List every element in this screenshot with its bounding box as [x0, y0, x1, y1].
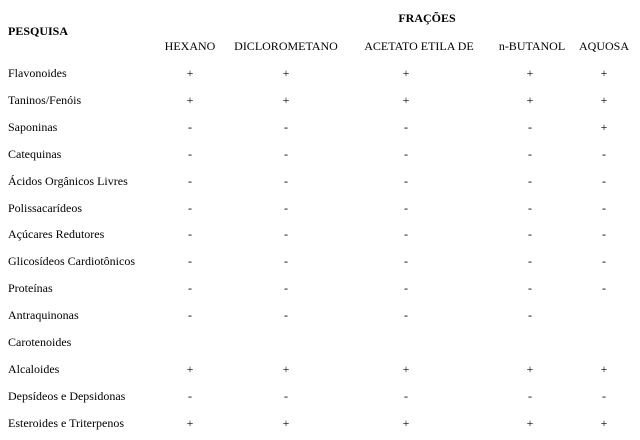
table-cell: - [528, 254, 532, 268]
row-label: Proteínas [8, 281, 53, 295]
table-cell: - [404, 389, 408, 403]
row-label: Catequinas [8, 147, 62, 161]
table-cell: - [284, 174, 288, 188]
table-cell: + [600, 120, 608, 134]
table-cell: - [602, 281, 606, 295]
pesquisa-header: PESQUISA [8, 24, 69, 38]
table-cell: - [188, 201, 192, 215]
column-header-diclorometano: DICLOROMETANO [234, 39, 338, 53]
row-label: Alcaloides [8, 362, 60, 376]
table-cell: - [188, 281, 192, 295]
table-cell: - [404, 147, 408, 161]
table-cell: - [404, 281, 408, 295]
table-cell: + [282, 362, 290, 376]
table-cell: + [186, 93, 194, 107]
table-cell: - [602, 254, 606, 268]
row-label: Antraquinonas [8, 308, 79, 322]
column-header-hexano: HEXANO [164, 39, 216, 53]
table-cell: - [404, 308, 408, 322]
table-cell: + [402, 362, 410, 376]
row-label: Saponinas [8, 120, 58, 134]
table-cell: + [186, 416, 194, 430]
table-cell: - [284, 389, 288, 403]
column-header-n-butanol: n-BUTANOL [498, 39, 566, 53]
table-cell: - [404, 201, 408, 215]
table-cell: - [528, 389, 532, 403]
table-cell: + [526, 416, 534, 430]
table-cell: - [528, 281, 532, 295]
table-cell: - [284, 120, 288, 134]
table-cell: + [282, 66, 290, 80]
table-cell: - [528, 174, 532, 188]
table-cell: + [402, 416, 410, 430]
table-cell: + [402, 66, 410, 80]
table-cell: - [528, 120, 532, 134]
table-cell: - [284, 201, 288, 215]
table-cell: - [528, 227, 532, 241]
row-label: Açúcares Redutores [8, 227, 105, 241]
fracoes-header: FRAÇÕES [398, 11, 456, 25]
table-cell: - [284, 147, 288, 161]
table-cell: - [284, 308, 288, 322]
row-label: Ácidos Orgânicos Livres [8, 174, 128, 188]
table-cell: + [526, 362, 534, 376]
row-label: Depsídeos e Depsidonas [8, 389, 126, 403]
table-cell: - [528, 201, 532, 215]
table-cell: - [188, 308, 192, 322]
table-cell: - [404, 227, 408, 241]
table-cell: - [404, 254, 408, 268]
table-cell: + [402, 93, 410, 107]
table-cell: - [188, 227, 192, 241]
table-cell: + [282, 416, 290, 430]
row-label: Esteroides e Triterpenos [8, 416, 124, 430]
table-cell: + [526, 66, 534, 80]
column-header-acetato-etila: ACETATO ETILA DE [364, 39, 474, 53]
table-cell: - [188, 120, 192, 134]
table-cell: + [526, 93, 534, 107]
table-cell: - [284, 254, 288, 268]
table-cell: - [404, 120, 408, 134]
table-cell: + [600, 362, 608, 376]
table-cell: + [600, 416, 608, 430]
row-label: Carotenoides [8, 335, 72, 349]
table-cell: - [188, 389, 192, 403]
table-cell: - [528, 147, 532, 161]
table-cell: + [600, 93, 608, 107]
table-cell: - [284, 281, 288, 295]
table-cell: - [284, 227, 288, 241]
table-cell: + [186, 362, 194, 376]
row-label: Flavonoides [8, 66, 67, 80]
table-cell: + [282, 93, 290, 107]
column-header-aquosa: AQUOSA [578, 39, 630, 53]
table-cell: - [188, 174, 192, 188]
table-cell: + [186, 66, 194, 80]
table-cell: - [528, 308, 532, 322]
row-label: Glicosídeos Cardiotônicos [8, 254, 135, 268]
table-cell: - [602, 174, 606, 188]
table-cell: - [602, 389, 606, 403]
table-cell: - [602, 147, 606, 161]
table-cell: - [188, 254, 192, 268]
table-cell: - [602, 201, 606, 215]
table-cell: - [404, 174, 408, 188]
table-cell: - [602, 227, 606, 241]
row-label: Taninos/Fenóis [8, 93, 82, 107]
row-label: Polissacarídeos [8, 201, 82, 215]
table-cell: - [188, 147, 192, 161]
table-cell: + [600, 66, 608, 80]
